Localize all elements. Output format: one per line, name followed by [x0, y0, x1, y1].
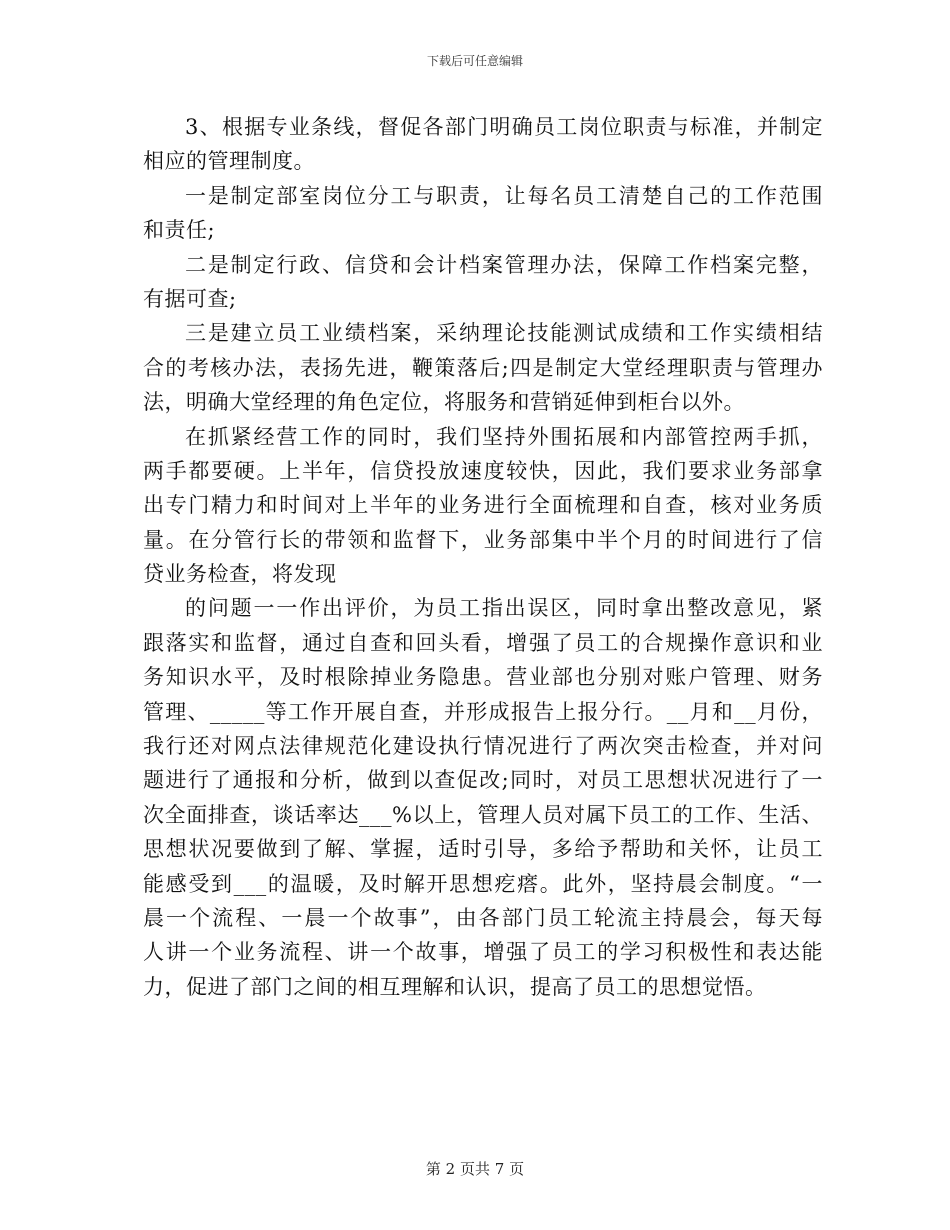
paragraph-line: 人讲一个业务流程、讲一个故事，增强了员工的学习积极性和表达能 [143, 940, 823, 965]
paragraph-line: 一是制定部室岗位分工与职责，让每名员工清楚自己的工作范围 [185, 183, 823, 208]
paragraph-line: 相应的管理制度。 [143, 149, 315, 174]
paragraph-line: 务知识水平，及时根除掉业务隐患。营业部也分别对账户管理、财务 [143, 665, 823, 690]
paragraph-line: 力，促进了部门之间的相互理解和认识，提高了员工的思想觉悟。 [143, 974, 767, 999]
paragraph-line: 法，明确大堂经理的角色定位，将服务和营销延伸到柜台以外。 [143, 390, 745, 415]
paragraph-line: 我行还对网点法律规范化建设执行情况进行了两次突击检查，并对问 [143, 734, 823, 759]
paragraph-line: 量。在分管行长的带领和监督下，业务部集中半个月的时间进行了信 [143, 527, 823, 552]
paragraph-line: 的问题一一作出评价，为员工指出误区，同时拿出整改意见，紧 [185, 596, 823, 621]
paragraph-line: 合的考核办法，表扬先进，鞭策落后;四是制定大堂经理职责与管理办 [143, 355, 823, 380]
paragraph-line: 题进行了通报和分析，做到以查促改;同时，对员工思想状况进行了一 [143, 768, 823, 793]
paragraph-line: 两手都要硬。上半年，信贷投放速度较快，因此，我们要求业务部拿 [143, 458, 823, 483]
paragraph-line: 贷业务检查，将发现 [143, 562, 337, 587]
paragraph-line: 次全面排查，谈话率达___%以上，管理人员对属下员工的工作、生活、 [143, 802, 823, 827]
paragraph-line: 思想状况要做到了解、掌握，适时引导，多给予帮助和关怀，让员工 [143, 837, 823, 862]
paragraph-line: 三是建立员工业绩档案，采纳理论技能测试成绩和工作实绩相结 [185, 321, 823, 346]
paragraph-line: 在抓紧经营工作的同时，我们坚持外围拓展和内部管控两手抓， [185, 424, 823, 449]
paragraph-line: 跟落实和监督，通过自查和回头看，增强了员工的合规操作意识和业 [143, 630, 823, 655]
paragraph-line: 有据可查; [143, 286, 237, 311]
paragraph-line: 能感受到___的温暖，及时解开思想疙瘩。此外，坚持晨会制度。“一 [143, 871, 823, 896]
paragraph-line: 3、根据专业条线，督促各部门明确员工岗位职责与标准，并制定 [185, 115, 823, 139]
page-number: 第 2 页共 7 页 [425, 1160, 525, 1178]
paragraph-line: 和责任; [143, 218, 216, 243]
document-body [143, 110, 823, 1004]
page-header: 下载后可任意编辑 [426, 54, 523, 68]
paragraph-line: 二是制定行政、信贷和会计档案管理办法，保障工作档案完整， [185, 252, 823, 277]
paragraph-line: 出专门精力和时间对上半年的业务进行全面梳理和自查，核对业务质 [143, 493, 823, 518]
paragraph-line: 管理、_____等工作开展自查，并形成报告上报分行。__月和__月份， [143, 699, 823, 724]
paragraph-line: 晨一个流程、一晨一个故事”，由各部门员工轮流主持晨会，每天每 [143, 905, 823, 930]
